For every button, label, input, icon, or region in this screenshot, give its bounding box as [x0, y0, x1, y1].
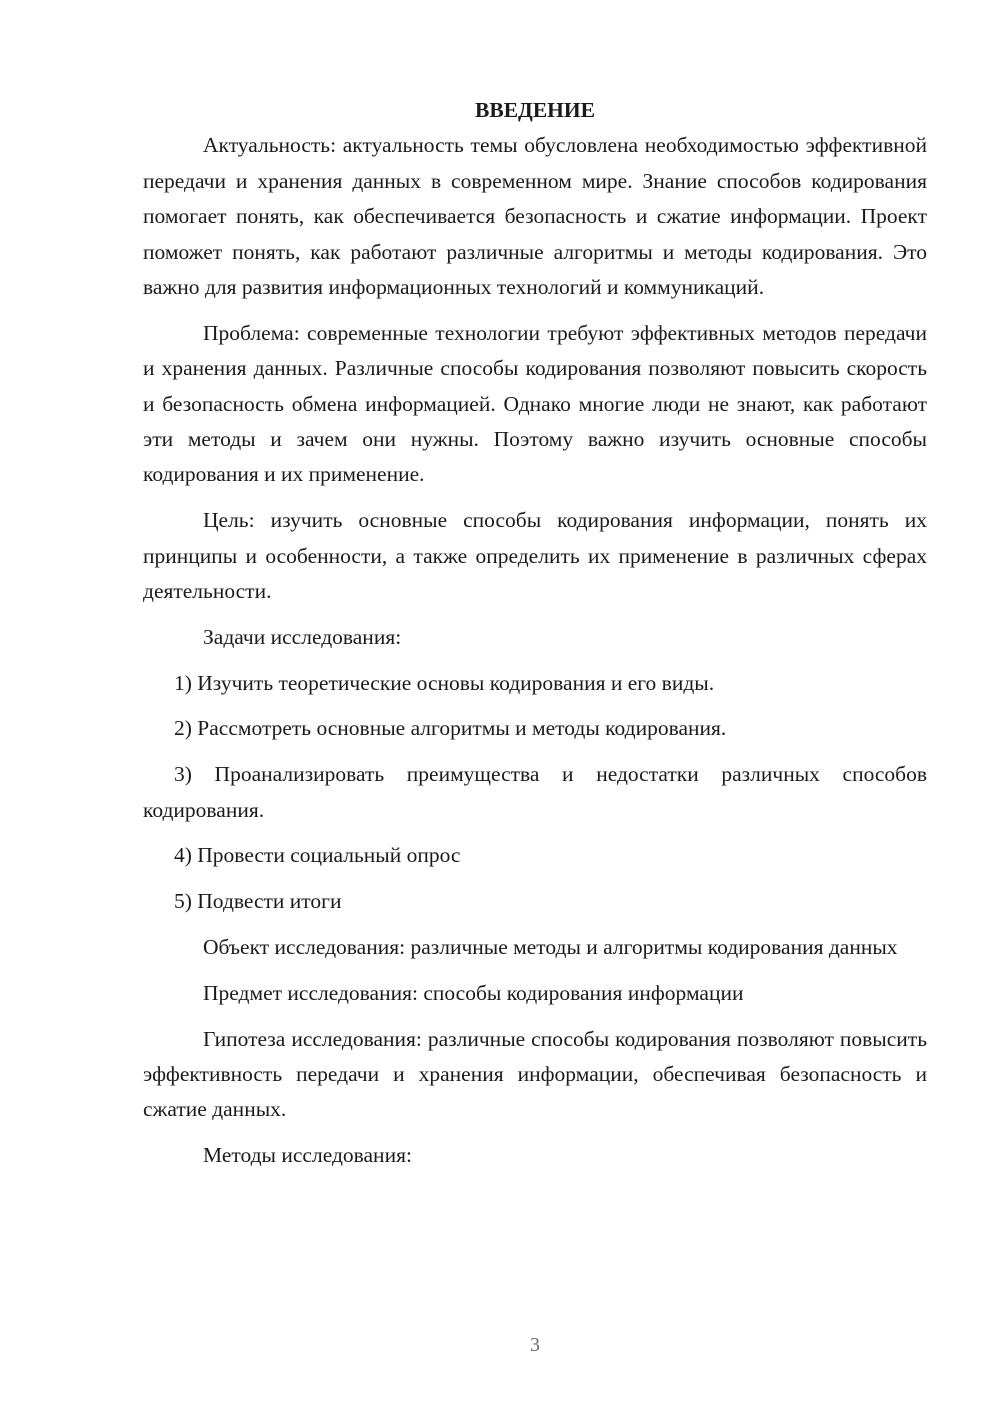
problem-paragraph: Проблема: современные технологии требуют эффективных методов передачи и хранения данных. Различные способы кодирования позволяют повысить скорость и безопасность обмена информацией. Однако многие люди не знают, как работают эти методы и зачем они нужны. Поэтому важно изучить основные способы кодирования и их применение. — [143, 320, 927, 487]
page-body — [143, 93, 927, 1184]
list-item: 1) Изучить теоретические основы кодирования и его виды. — [174, 670, 715, 695]
section-heading: ВВЕДЕНИЕ — [475, 98, 595, 122]
list-item: 2) Рассмотреть основные алгоритмы и методы кодирования. — [174, 716, 727, 741]
list-item: 3) Проанализировать преимущества и недостатки различных способов кодирования. — [143, 762, 927, 822]
relevance-paragraph: Актуальность: актуальность темы обусловлена необходимостью эффективной передачи и хранения данных в современном мире. Знание способов кодирования помогает понять, как обеспечивается безопасность и сжатие информации. Проект поможет понять, как работают различные алгоритмы и методы кодирования. Это важно для развития информационных технологий и коммуникаций. — [143, 133, 927, 300]
hypothesis-paragraph: Гипотеза исследования: различные способы кодирования позволяют повысить эффективность передачи и хранения информации, обеспечивая безопасность и сжатие данных. — [143, 1026, 927, 1122]
subject-paragraph: Предмет исследования: способы кодирования информации — [203, 980, 744, 1005]
goal-paragraph: Цель: изучить основные способы кодирования информации, понять их принципы и особенности, а также определить их применение в различных сферах деятельности. — [143, 508, 927, 604]
list-item: 4) Провести социальный опрос — [174, 843, 461, 868]
tasks-list — [143, 666, 927, 920]
object-paragraph: Объект исследования: различные методы и алгоритмы кодирования данных — [203, 935, 898, 960]
methods-title: Методы исследования: — [203, 1143, 412, 1168]
list-item: 5) Подвести итоги — [174, 889, 342, 914]
tasks-title: Задачи исследования: — [203, 624, 402, 649]
page-number: 3 — [530, 1334, 540, 1356]
